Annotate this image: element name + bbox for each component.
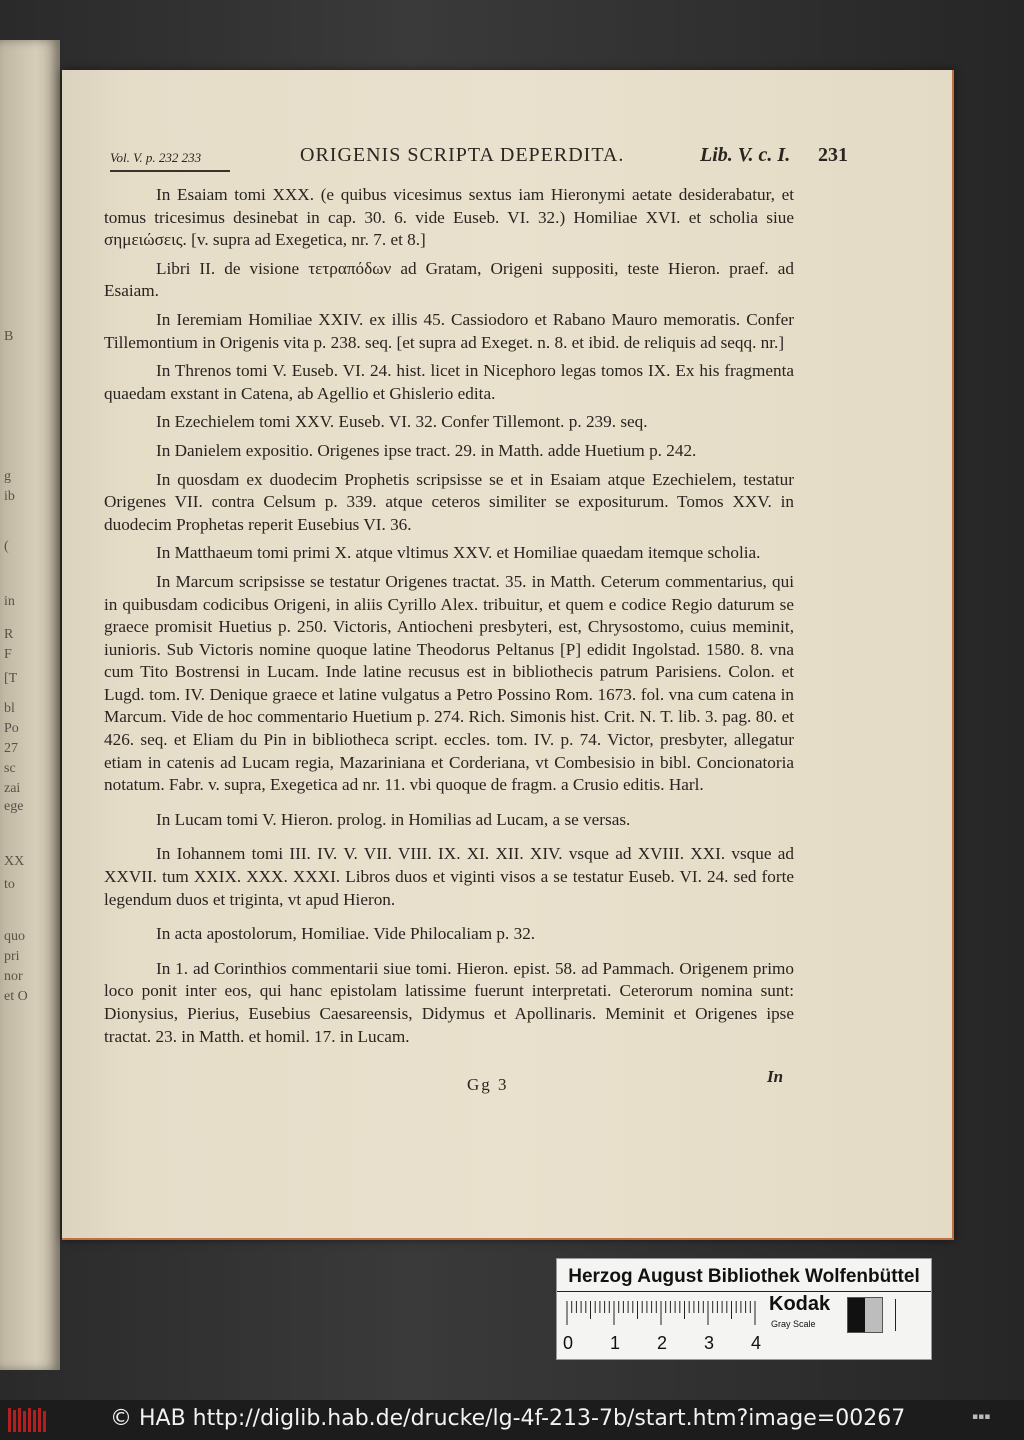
facing-page-fragment: g bbox=[4, 469, 11, 484]
ruler-number: 4 bbox=[751, 1333, 762, 1353]
paragraph-acta: In acta apostolorum, Homiliae. Vide Philocaliam p. 32. bbox=[156, 924, 536, 944]
volume-reference: Vol. V. p. 232 233 bbox=[110, 150, 202, 165]
gray-patch bbox=[847, 1297, 883, 1333]
facing-page-fragment: pri bbox=[4, 949, 20, 964]
facing-page-fragment: et O bbox=[4, 989, 28, 1004]
running-head bbox=[110, 144, 850, 170]
ruler-number: 0 bbox=[563, 1333, 574, 1353]
kodak-logo: Kodak bbox=[769, 1293, 831, 1315]
paragraph-matthaeum: In Matthaeum tomi primi X. atque vltimus XXV. et Homiliae quaedam itemque scholia. bbox=[156, 543, 761, 563]
facing-page-fragment: [T bbox=[4, 671, 18, 686]
paragraph-visione: Libri II. de visione τετραπόδων ad Gratam, Origeni suppositi, teste Hieron. praef. ad Esaiam. bbox=[104, 258, 794, 301]
facing-page-fragment: 27 bbox=[4, 741, 18, 756]
facing-page-fragment: quo bbox=[4, 929, 25, 944]
library-color-label bbox=[556, 1258, 932, 1360]
facing-page-fragment: R bbox=[4, 627, 14, 642]
book-page bbox=[62, 70, 954, 1240]
ruler-number: 2 bbox=[657, 1333, 668, 1353]
paragraph-lucam: In Lucam tomi V. Hieron. prolog. in Homilias ad Lucam, a se versas. bbox=[156, 809, 631, 829]
facing-page-fragment: zai bbox=[4, 781, 21, 796]
ruler-number: 3 bbox=[704, 1333, 715, 1353]
footer-dots-icon: ▪▪▪ bbox=[972, 1412, 991, 1422]
catchword: In bbox=[767, 1067, 784, 1086]
facing-page-fragment: F bbox=[4, 647, 12, 662]
facing-page-fragment: in bbox=[4, 594, 15, 609]
viewer-footer bbox=[0, 1400, 1024, 1440]
facing-page-fragment: to bbox=[4, 877, 15, 892]
facing-page-fragment: nor bbox=[4, 969, 23, 984]
label-divider bbox=[895, 1299, 896, 1331]
paragraph-prophetis: In quosdam ex duodecim Prophetis scripsisse se et in Esaiam atque Ezechielem, testatur Origenes VII. contra Celsum p. 339. atque ceteros similiter se expositurum. Tomos XXV. in duodecim Prophetas reperit Eusebius VI. 36. bbox=[104, 469, 794, 534]
hab-logo-icon bbox=[6, 1406, 50, 1434]
facing-page-fragment: XX bbox=[4, 854, 25, 869]
library-name: Herzog August Bibliothek Wolfenbüttel bbox=[557, 1263, 931, 1292]
gray-scale-label: Gray Scale bbox=[771, 1319, 816, 1329]
facing-page-fragment: bl bbox=[4, 701, 15, 716]
facing-page-fragment: ib bbox=[4, 489, 15, 504]
paragraph-marcum: In Marcum scripsisse se testatur Origenes tractat. 35. in Matth. Ceterum commentarius, qui in quibusdam codicibus Origeni, in aliis Cyrillo Alex. tribuitur, et quem e codice Regio daturum se graece promisit Huetius p. 250. Victoris, Antiocheni presbyteri, est, Chrysostomo, cuius meminit, iunioris. Sub Victoris nomine quoque latine Theodorus Peltanus [P] edidit Ingolstad. 1580. 8. vna cum Tito Bostrensi in Lucam. Inde latine recusus est in bibliothecis patrum Parisiens. Colon. et Lugd. tom. IV. Denique graece et latine vulgatus a Petro Possino Rom. 1673. fol. vna cum catena in Marcum. Vide de hoc commentario Huetium p. 274. Rich. Simonis hist. Crit. N. T. lib. 3. pag. 80. et 426. seq. et Eliam du Pin in bibliotheca script. eccles. tom. IV. p. 74. Victor, presbyter, allegatur etiam in catenis ad Lucam regia, Mazariniana et Corderiana, vt Combesisio in bibl. Concionatoria notatum. Fabr. v. supra, Exegetica ad nr. 11. vbi quoque de fragm. a Crusio editis. Harl. bbox=[104, 571, 794, 795]
paragraph-corinthios: In 1. ad Corinthios commentarii siue tomi. Hieron. epist. 58. ad Pammach. Origenem primo loco ponit inter eos, qui hanc epistolam latissime fuerunt interpretati. Ceterorum nomina sunt: Dionysius, Pierius, Eusebius Caesareensis, Didymus et Apollinaris. Meminit et Origenes ipse tractat. 23. in Matth. et homil. 17. in Lucam. bbox=[104, 958, 794, 1046]
facing-page-fragment: ( bbox=[4, 539, 9, 554]
paragraph-danielem: In Danielem expositio. Origenes ipse tract. 29. in Matth. adde Huetium p. 242. bbox=[156, 440, 697, 460]
paragraph-esaiam: In Esaiam tomi XXX. (e quibus vicesimus sextus iam Hieronymi aetate desiderabatur, et tomus tricesimus desinebat in cap. 30. 6. vide Euseb. VI. 32.) Homiliae XVI. et scholia siue σημειώσεις. [v. supra ad Exegetica, nr. 7. et 8.] bbox=[104, 185, 794, 250]
facing-page-edge bbox=[0, 40, 60, 1370]
body-text bbox=[104, 184, 794, 1054]
facing-page-fragment: Po bbox=[4, 721, 19, 736]
facing-page-fragment: ege bbox=[4, 799, 24, 814]
paragraph-threnos: In Threnos tomi V. Euseb. VI. 24. hist. licet in Nicephoro legas tomos IX. Ex his fragmenta quaedam exstant in Catena, ab Agellio et Ghislerio edita. bbox=[104, 361, 794, 403]
page-title: ORIGENIS SCRIPTA DEPERDITA. bbox=[300, 144, 625, 166]
book-chapter-reference: Lib. V. c. I. bbox=[700, 144, 791, 166]
ruler-ticks bbox=[565, 1299, 765, 1355]
ruler-number: 1 bbox=[610, 1333, 621, 1353]
paragraph-iohannem: In Iohannem tomi III. IV. V. VII. VIII. IX. XI. XII. XIV. vsque ad XVIII. XXI. vsque ad XXVII. tum XXIX. XXX. XXXI. Libros duos et viginti visos a se testatur Euseb. VI. 24. sed forte legendum duos et triginta, vt apud Hieron. bbox=[104, 844, 794, 909]
signature-mark: Gg 3 bbox=[467, 1075, 509, 1094]
copyright-link[interactable]: © HAB http://diglib.hab.de/drucke/lg-4f-213-7b/start.htm?image=00267 bbox=[110, 1406, 906, 1431]
head-rule bbox=[110, 170, 230, 172]
facing-page-fragment: sc bbox=[4, 761, 16, 776]
paragraph-ieremiam: In Ieremiam Homiliae XXIV. ex illis 45. Cassiodoro et Rabano Mauro memoratis. Confer Tillemontium in Origenis vita p. 238. seq. [et supra ad Exeget. n. 8. et ibid. de reliquis ad seqq. nr.] bbox=[104, 309, 794, 352]
paragraph-ezechielem: In Ezechielem tomi XXV. Euseb. VI. 32. Confer Tillemont. p. 239. seq. bbox=[156, 412, 648, 432]
facing-page-fragment: B bbox=[4, 329, 14, 344]
ruler-scale bbox=[565, 1299, 765, 1355]
page-number: 231 bbox=[818, 144, 848, 166]
